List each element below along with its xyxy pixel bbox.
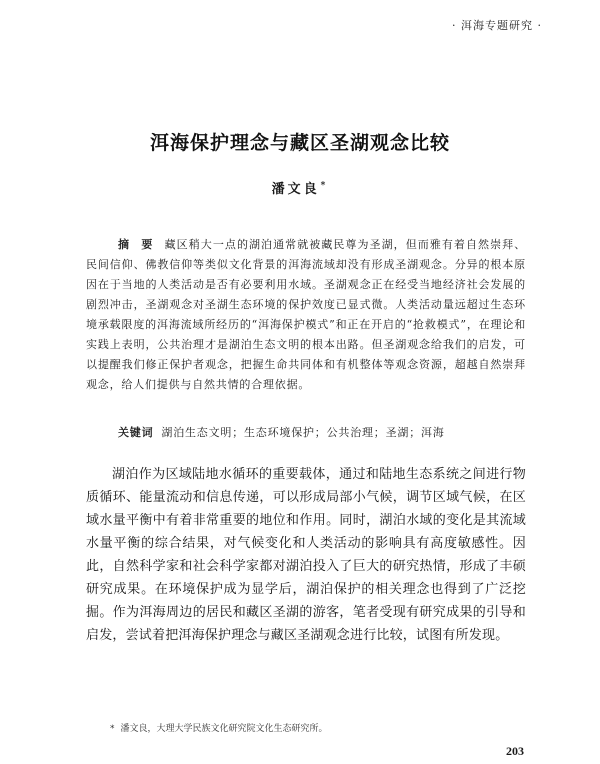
author-line bbox=[0, 178, 600, 197]
page-number: 203 bbox=[506, 744, 524, 758]
footnote-text: 潘文良，大理大学民族文化研究院文化生态研究所。 bbox=[120, 724, 328, 734]
keywords-text: 湖泊生态文明；生态环境保护；公共治理；圣湖；洱海 bbox=[161, 426, 445, 439]
footnote-mark: * bbox=[110, 724, 115, 734]
abstract-text: 藏区稍大一点的湖泊通常就被藏民尊为圣湖，但而雅有着自然崇拜、民间信仰、佛教信仰等类似文化背景的洱海流域却没有形成圣湖观念。分异的根本原因在于当地的人类活动是否有必要利用水域。圣湖观念正在经受当地经济社会发展的剧烈冲击，圣湖观念对圣湖生态环境的保护效度已显式微。人类活动量远超过生态环境承载限度的洱海流域所经历的“洱海保护模式”和正在开启的“抢救模式”，在理论和实践上表明，公共治理才是湖泊生态文明的根本出路。但圣湖观念给我们的启发，可以提醒我们修正保护者观念，把握生命共同体和有机整体等观念资源，超越自然崇拜观念，给人们提供与自然共情的合理依据。 bbox=[86, 238, 526, 391]
abstract-label: 摘 要 bbox=[118, 238, 157, 251]
abstract bbox=[86, 235, 526, 395]
body-paragraph: 湖泊作为区域陆地水循环的重要载体，通过和陆地生态系统之间进行物质循环、能量流动和信息传递，可以形成局部小气候，调节区域气候，在区域水量平衡中有着非常重要的地位和作用。同时，湖泊水域的变化是其流域水量平衡的综合结果，对气候变化和人类活动的影响具有高度敏感性。因此，自然科学家和社会科学家都对湖泊投入了巨大的研究热情，形成了丰硕研究成果。在环境保护成为显学后，湖泊保护的相关理念也得到了广泛挖掘。作为洱海周边的居民和藏区圣湖的游客，笔者受现有研究成果的引导和启发，尝试着把洱海保护理念与藏区圣湖观念进行比较，试图有所发现。 bbox=[86, 467, 526, 643]
keywords bbox=[118, 424, 528, 440]
author-footnote-mark: * bbox=[320, 180, 329, 191]
footnote bbox=[110, 721, 510, 734]
keywords-label: 关键词 bbox=[118, 426, 154, 439]
author-name: 潘文良 bbox=[271, 182, 320, 197]
article-title: 洱海保护理念与藏区圣湖观念比较 bbox=[149, 132, 450, 154]
running-head: · 洱海专题研究 · bbox=[452, 19, 542, 32]
